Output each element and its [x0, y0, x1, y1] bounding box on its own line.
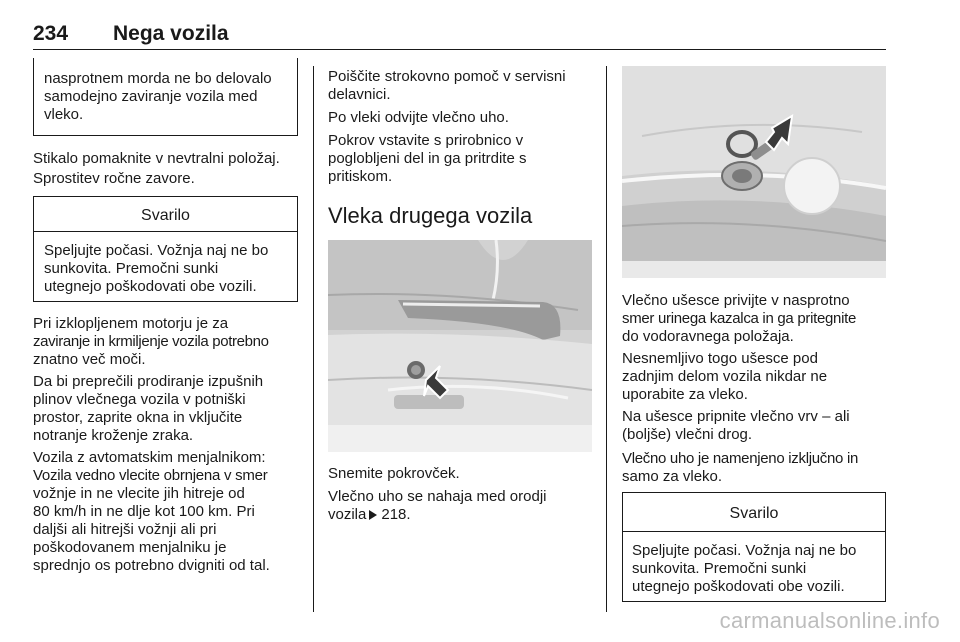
paragraph-line: pritiskom. — [328, 168, 393, 185]
paragraph-line: sprednjo os potrebno dvigniti od tal. — [33, 557, 270, 574]
paragraph-line: poglobljeni del in ga pritrdite s — [328, 150, 527, 167]
paragraph-group — [33, 449, 305, 575]
paragraph-line: znatno več moči. — [33, 351, 146, 368]
watermark: carmanualsonline.info — [719, 608, 940, 633]
paragraph-line: Vozila z avtomatskim menjalnikom: — [33, 449, 266, 466]
paragraph-line: poškodovanem menjalniku je — [33, 539, 227, 556]
paragraph-group — [622, 292, 892, 346]
paragraph-line: smer urinega kazalca in ga pritegnite — [622, 310, 857, 327]
paragraph-line: Poiščite strokovno pomoč v servisni — [328, 68, 566, 85]
note-line: vleko. — [44, 106, 84, 123]
paragraph-line: Vlečno uho je namenjeno izključno in — [622, 450, 859, 467]
warning-separator — [34, 231, 297, 232]
paragraph-group — [328, 132, 600, 186]
paragraph-line: 80 km/h in ne dlje kot 100 km. Pri — [33, 503, 255, 520]
paragraph-fragment: vozila — [328, 506, 367, 523]
paragraph-line: Vlečno uho se nahaja med orodji — [328, 488, 547, 505]
paragraph-line: do vodoravnega položaja. — [622, 328, 794, 345]
rear-bumper-illustration — [328, 240, 592, 452]
paragraph: Stikalo pomaknite v nevtralni položaj. — [33, 150, 280, 167]
paragraph-line: Da bi preprečili prodiranje izpušnih — [33, 373, 264, 390]
paragraph-group — [328, 68, 600, 104]
paragraph-line: uporabite za vleko. — [622, 386, 748, 403]
warning-line: utegnejo poškodovati obe vozili. — [632, 578, 845, 595]
paragraph-line: Vlečno ušesce privijte v nasprotno — [622, 292, 850, 309]
paragraph: Snemite pokrovček. — [328, 465, 460, 482]
paragraph-group — [328, 488, 600, 524]
note-line: nasprotnem morda ne bo delovalo — [44, 70, 272, 87]
warning-line: utegnejo poškodovati obe vozili. — [44, 278, 257, 295]
warning-line: Speljujte počasi. Vožnja naj ne bo — [632, 542, 857, 559]
paragraph: Sprostitev ročne zavore. — [33, 170, 195, 187]
paragraph-line: (boljše) vlečni drog. — [622, 426, 753, 443]
warning-title: Svarilo — [729, 505, 779, 522]
paragraph-line: samo za vleko. — [622, 468, 723, 485]
paragraph-line: plinov vlečnega vozila v potniški — [33, 391, 246, 408]
figure-tow-eye-installation — [622, 66, 886, 278]
warning-line: sunkovita. Premočni sunki — [44, 260, 219, 277]
header-rule — [33, 49, 886, 50]
paragraph-group — [622, 450, 892, 486]
paragraph-group — [33, 373, 305, 445]
page-reference-link[interactable]: 218. — [381, 506, 411, 523]
running-title: Nega vozila — [113, 22, 229, 45]
page-number: 234 — [33, 22, 69, 45]
note-box — [33, 58, 298, 136]
paragraph-line: Nesnemljivo togo ušesce pod — [622, 350, 818, 367]
column-divider-2 — [606, 66, 607, 612]
triangle-ref-icon — [369, 510, 377, 520]
paragraph-line: Pri izklopljenem motorju je za — [33, 315, 229, 332]
warning-separator — [623, 531, 885, 532]
paragraph-line: zadnjim delom vozila nikdar ne — [622, 368, 828, 385]
paragraph-group — [33, 315, 305, 369]
warning-title: Svarilo — [141, 207, 190, 224]
page-header — [33, 22, 886, 50]
section-heading: Vleka drugega vozila — [328, 203, 533, 228]
tow-eye-illustration — [622, 66, 886, 278]
paragraph-line: prostor, zaprite okna in vključite — [33, 409, 243, 426]
paragraph-line: delavnici. — [328, 86, 391, 103]
paragraph-line: Vozila vedno vlecite obrnjena v smer — [33, 467, 268, 484]
paragraph-group — [622, 350, 892, 404]
paragraph-line: Na ušesce pripnite vlečno vrv – ali — [622, 408, 850, 425]
paragraph-line — [328, 506, 600, 524]
paragraph-line: vožnje in ne vlecite jih hitreje od — [33, 485, 245, 502]
warning-box — [622, 492, 886, 602]
paragraph: Po vleki odvijte vlečno uho. — [328, 109, 509, 126]
paragraph-line: Pokrov vstavite s prirobnico v — [328, 132, 524, 149]
figure-rear-bumper-cover — [328, 240, 592, 452]
paragraph-line: notranje kroženje zraka. — [33, 427, 194, 444]
warning-line: sunkovita. Premočni sunki — [632, 560, 807, 577]
warning-box — [33, 196, 298, 302]
paragraph-line: daljši ali hitrejši vožnji ali pri — [33, 521, 217, 538]
warning-line: Speljujte počasi. Vožnja naj ne bo — [44, 242, 269, 259]
column-divider-1 — [313, 66, 314, 612]
paragraph-line: zaviranje in krmiljenje vozila potrebno — [33, 333, 269, 350]
paragraph-group — [622, 408, 892, 444]
note-line: samodejno zaviranje vozila med — [44, 88, 258, 105]
